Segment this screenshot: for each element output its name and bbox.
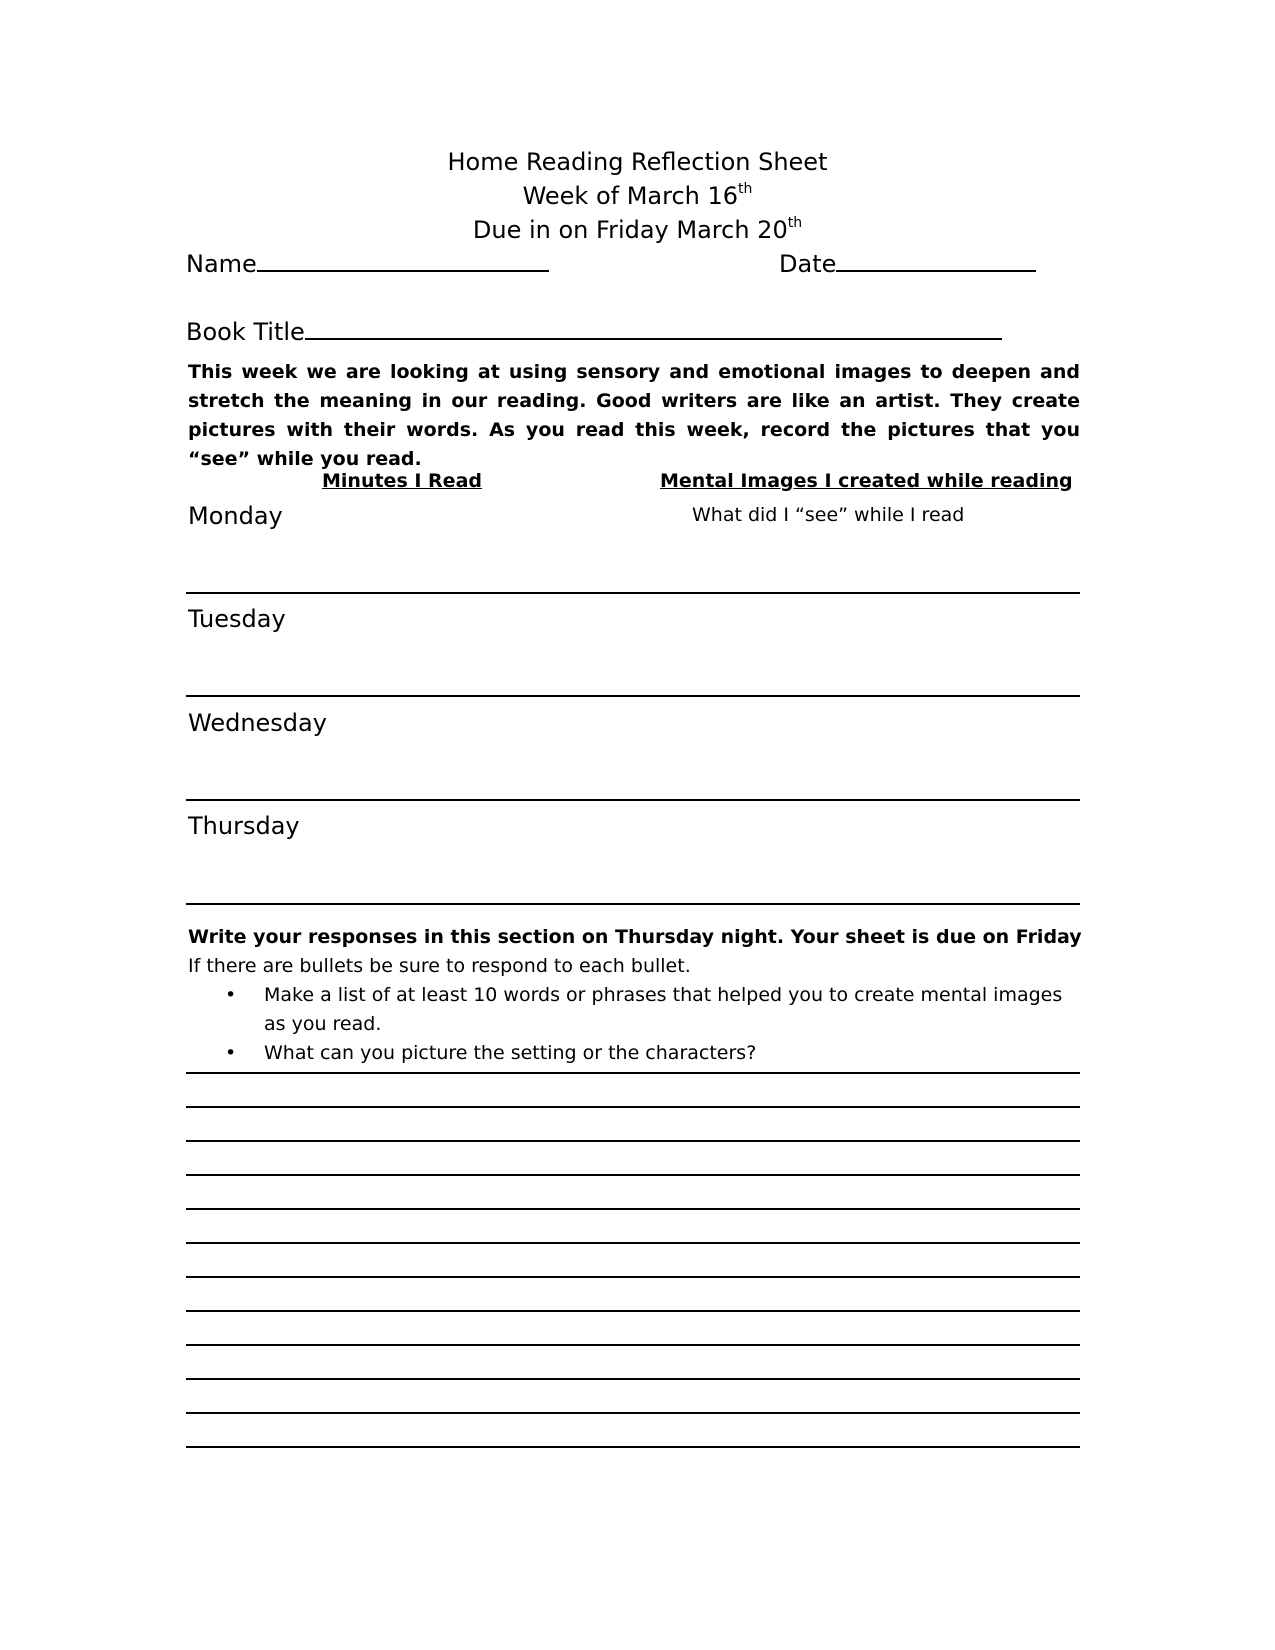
name-blank[interactable] [257,269,549,272]
date-blank[interactable] [836,269,1036,272]
response-line[interactable] [186,1378,1080,1380]
date-label: Date [779,250,837,278]
images-column-subheader: What did I “see” while I read [692,504,965,526]
thursday-response-line[interactable] [186,903,1080,905]
bullet-icon: • [225,1042,237,1064]
response-line[interactable] [186,1242,1080,1244]
monday-response-line[interactable] [186,592,1080,594]
name-field [186,250,549,278]
due-suffix: th [787,215,803,231]
instructions-normal: If there are bullets be sure to respond to each bullet. [188,955,691,977]
response-line[interactable] [186,1208,1080,1210]
wednesday-response-line[interactable] [186,799,1080,801]
book-title-label: Book Title [186,318,305,346]
instructions-bold: Write your responses in this section on Thursday night. Your sheet is due on Friday [188,926,1082,948]
response-line[interactable] [186,1446,1080,1448]
bullet-text: What can you picture the setting or the characters? [264,1042,757,1064]
book-title-blank[interactable] [305,337,1002,340]
bullet-text: Make a list of at least 10 words or phrases that helped you to create mental images as you read. [264,984,1063,1035]
week-suffix: th [738,181,753,197]
images-column-header: Mental Images I created while reading [660,470,1073,492]
list-item [225,1039,1088,1068]
list-item [225,981,1088,1039]
minutes-column-header: Minutes I Read [322,470,482,492]
response-line[interactable] [186,1276,1080,1278]
response-instructions [188,923,1088,1068]
response-line[interactable] [186,1344,1080,1346]
instructions-bullet-list [188,981,1088,1068]
week-text: Week of March 16 [522,182,739,210]
date-field [779,250,1036,278]
response-line[interactable] [186,1072,1080,1074]
bullet-icon: • [225,984,237,1006]
worksheet-title: Home Reading Reflection Sheet [447,148,828,176]
day-thursday: Thursday [188,812,300,840]
response-line[interactable] [186,1174,1080,1176]
name-label: Name [186,250,257,278]
intro-paragraph: This week we are looking at using sensory and emotional images to deepen and stretch the meaning in our reading. Good writers are like an artist. They create pictures with their words. As you read this week, record the pictures that you “see” while you read. [188,361,1080,470]
response-line[interactable] [186,1140,1080,1142]
tuesday-response-line[interactable] [186,695,1080,697]
week-line [0,182,1275,210]
book-title-field [186,318,1002,346]
response-line[interactable] [186,1106,1080,1108]
day-monday: Monday [188,502,283,530]
day-wednesday: Wednesday [188,709,327,737]
due-line [0,216,1275,244]
response-line[interactable] [186,1412,1080,1414]
response-line[interactable] [186,1310,1080,1312]
day-tuesday: Tuesday [188,605,286,633]
due-text: Due in on Friday March 20 [472,216,788,244]
